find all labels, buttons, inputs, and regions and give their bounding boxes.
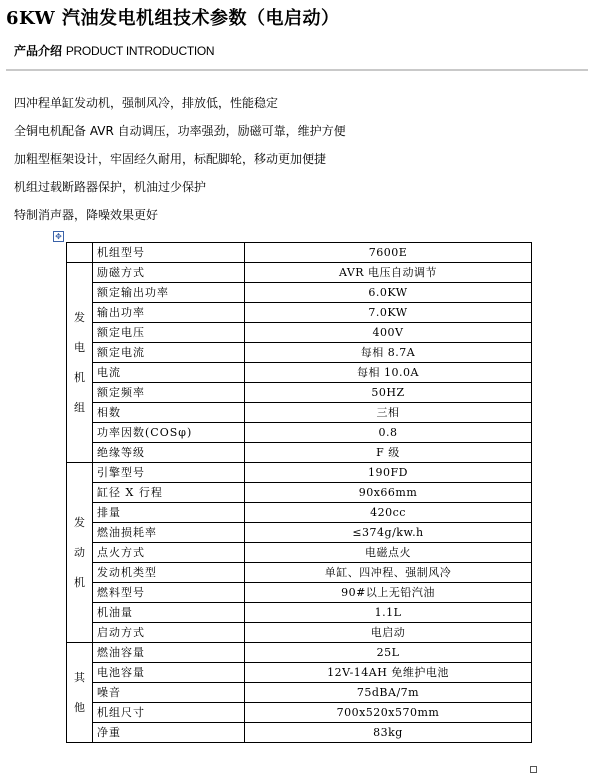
spec-value: 400V (245, 323, 532, 343)
spec-label: 输出功率 (93, 303, 245, 323)
spec-value: 7600E (245, 243, 532, 263)
table-row (67, 323, 532, 343)
feature-item: 四冲程单缸发动机，强制风冷，排放低，性能稳定 (14, 96, 279, 110)
table-row (67, 623, 532, 643)
table-row (67, 303, 532, 323)
spec-value: 电启动 (245, 623, 532, 643)
table-move-handle-icon[interactable]: ✥ (53, 231, 64, 242)
feature-item: 特制消声器，降噪效果更好 (14, 208, 159, 222)
feature-list (14, 94, 346, 234)
table-resize-handle[interactable] (530, 766, 537, 773)
spec-label: 绝缘等级 (93, 443, 245, 463)
table-row (67, 503, 532, 523)
table-row (67, 383, 532, 403)
table-row (67, 343, 532, 363)
section-heading (14, 42, 214, 59)
spec-value: 单缸、四冲程、强制风冷 (245, 563, 532, 583)
table-row (67, 563, 532, 583)
table-row (67, 363, 532, 383)
group-cell-other: 其 他 (67, 643, 93, 743)
spec-value: 25L (245, 643, 532, 663)
spec-label: 排量 (93, 503, 245, 523)
feature-item: 机组过载断路器保护，机油过少保护 (14, 180, 207, 194)
table-row (67, 243, 532, 263)
spec-label: 引擎型号 (93, 463, 245, 483)
spec-label: 电池容量 (93, 663, 245, 683)
spec-label: 发动机类型 (93, 563, 245, 583)
spec-value: 700x520x570mm (245, 703, 532, 723)
spec-label: 功率因数(COSφ) (93, 423, 245, 443)
table-row (67, 523, 532, 543)
spec-table (66, 242, 532, 743)
spec-value: 190FD (245, 463, 532, 483)
spec-label: 励磁方式 (93, 263, 245, 283)
spec-label: 机组型号 (93, 243, 245, 263)
spec-value: 50HZ (245, 383, 532, 403)
table-row (67, 483, 532, 503)
table-row (67, 283, 532, 303)
section-heading-en: PRODUCT INTRODUCTION (65, 44, 215, 58)
spec-value: 90#以上无铅汽油 (245, 583, 532, 603)
spec-label: 相数 (93, 403, 245, 423)
group-cell (67, 243, 93, 263)
table-row (67, 683, 532, 703)
spec-value: 75dBA/7m (245, 683, 532, 703)
spec-label: 噪音 (93, 683, 245, 703)
feature-item: 全铜电机配备 AVR 自动调压，功率强劲，励磁可靠，维护方便 (14, 124, 346, 138)
spec-label: 启动方式 (93, 623, 245, 643)
table-row (67, 443, 532, 463)
spec-value: 每相 10.0A (245, 363, 532, 383)
spec-value: 420cc (245, 503, 532, 523)
spec-label: 额定频率 (93, 383, 245, 403)
spec-value: 每相 8.7A (245, 343, 532, 363)
table-row (67, 403, 532, 423)
spec-value: AVR 电压自动调节 (245, 263, 532, 283)
spec-label: 电流 (93, 363, 245, 383)
group-cell-generator: 发 电 机 组 (67, 263, 93, 463)
feature-item: 加粗型框架设计，牢固经久耐用，标配脚轮，移动更加便捷 (14, 152, 327, 166)
spec-value: F 级 (245, 443, 532, 463)
spec-value: 电磁点火 (245, 543, 532, 563)
spec-label: 缸径 X 行程 (93, 483, 245, 503)
spec-value: 90x66mm (245, 483, 532, 503)
spec-label: 燃料型号 (93, 583, 245, 603)
section-divider (6, 69, 588, 71)
spec-value: 6.0KW (245, 283, 532, 303)
spec-value: 1.1L (245, 603, 532, 623)
group-cell-engine: 发 动 机 (67, 463, 93, 643)
page-title: 6KW 汽油发电机组技术参数（电启动） (6, 8, 340, 29)
spec-label: 额定电压 (93, 323, 245, 343)
table-row (67, 463, 532, 483)
spec-value: ≤374g/kw.h (245, 523, 532, 543)
table-row (67, 643, 532, 663)
spec-value: 83kg (245, 723, 532, 743)
spec-value: 0.8 (245, 423, 532, 443)
spec-label: 点火方式 (93, 543, 245, 563)
table-row (67, 663, 532, 683)
table-row (67, 423, 532, 443)
spec-label: 机组尺寸 (93, 703, 245, 723)
spec-label: 燃油容量 (93, 643, 245, 663)
spec-label: 机油量 (93, 603, 245, 623)
spec-value: 12V-14AH 免维护电池 (245, 663, 532, 683)
table-row (67, 603, 532, 623)
table-row (67, 583, 532, 603)
spec-label: 燃油损耗率 (93, 523, 245, 543)
table-row (67, 543, 532, 563)
table-row (67, 263, 532, 283)
spec-value: 三相 (245, 403, 532, 423)
spec-label: 额定电流 (93, 343, 245, 363)
spec-label: 净重 (93, 723, 245, 743)
table-row (67, 723, 532, 743)
spec-label: 额定输出功率 (93, 283, 245, 303)
table-row (67, 703, 532, 723)
spec-value: 7.0KW (245, 303, 532, 323)
section-heading-cn: 产品介绍 (14, 44, 63, 58)
